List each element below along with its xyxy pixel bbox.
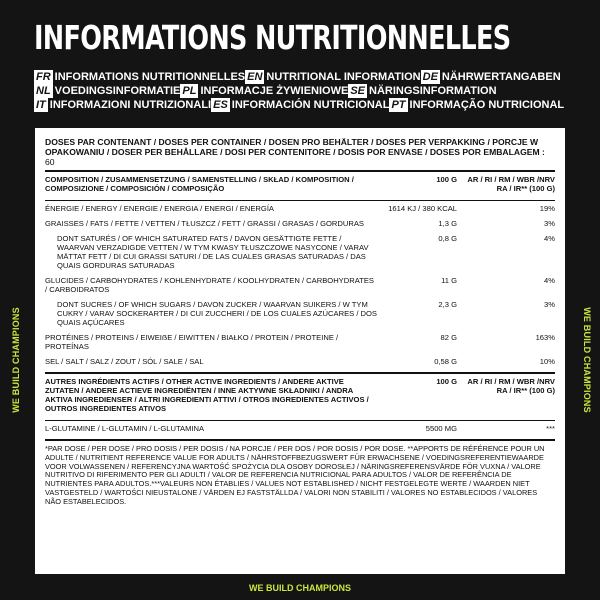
- side-tagline-right: WE BUILD CHAMPIONS: [582, 307, 592, 413]
- table-row: [45, 300, 555, 327]
- nutrient-per-100g: 11 G: [441, 276, 457, 285]
- nutrient-per-100g: 2,3 G: [438, 300, 457, 309]
- composition-label: COMPOSITION / ZUSAMMENSETZUNG / SAMENSTELLING / SKŁAD / KOMPOSITION / COMPOSIZIONE / COMPOSICIÓN / COMPOSIÇÃO: [45, 175, 354, 193]
- language-label: NUTRITIONAL INFORMATION: [266, 71, 421, 83]
- language-code-badge: ES: [213, 99, 228, 111]
- nutrient-name: GRAISSES / FATS / FETTE / VETTEN / TŁUSZCZ / FETT / GRASSI / GRASAS / GORDURAS: [45, 219, 364, 228]
- servings-per-container: [45, 137, 555, 167]
- row-spacer: [45, 366, 555, 369]
- language-code-badge: IT: [36, 99, 46, 111]
- language-line: [34, 70, 574, 84]
- side-tagline-left: WE BUILD CHAMPIONS: [11, 307, 21, 413]
- language-line: [34, 84, 574, 98]
- nutrient-per-100g: 1614 KJ / 380 KCAL: [388, 204, 457, 213]
- language-list: [34, 70, 574, 112]
- table-row: [45, 219, 555, 228]
- nutrient-reference-intake: 4%: [544, 276, 555, 285]
- nutrient-name: DONT SATURÉS / OF WHICH SATURATED FATS / DAVON GESÄTTIGTE FETTE / WAARVAN VERZADIGDE VETTEN / W TYM KWASY TŁUSZCZOWE NASYCONE / VARAV MÄTTAT FETT / DI CUI GRASSI SATURI / DE LAS CUALES GRASAS SATURADAS / DAS QUAIS GORDURAS SATURADAS: [57, 234, 369, 270]
- language-label: VOEDINGSINFORMATIE: [54, 85, 181, 97]
- table-row: [45, 234, 555, 270]
- nutrient-per-100g: 82 G: [440, 333, 457, 342]
- language-code-badge: EN: [247, 71, 263, 83]
- nutrient-reference-intake: 10%: [539, 357, 555, 366]
- column-header-reference-intake: AR / RI / RM / WBR /NRV RA / IR** (100 G): [467, 377, 555, 395]
- language-label: INFORMACJE ŻYWIENIOWE: [200, 85, 349, 97]
- language-label: INFORMAÇÃO NUTRICIONAL: [409, 99, 565, 111]
- row-spacer: [45, 433, 555, 436]
- table-row: [45, 276, 555, 294]
- ingredient-per-100g: 5500 MG: [425, 424, 457, 433]
- nutrient-name: ÉNERGIE / ENERGY / ENERGIE / ENERGIA / ENERGI / ENERGÍA: [45, 204, 274, 213]
- nutrient-rows: [45, 201, 555, 369]
- active-ingredients-label: AUTRES INGRÉDIENTS ACTIFS / OTHER ACTIVE INGREDIENTS / ANDERE AKTIVE ZUTATEN / ANDERE ACTIEVE INGREDIËNTEN / INNE AKTYWNE SKŁADNIKI / ANDRA AKTIVA INGREDIENSER / ALTRI INGREDIENTI ATTIVI / OTROS INGREDIENTES ACTIVOS / OUTROS INGREDIENTES ATIVOS: [45, 377, 369, 413]
- column-header-reference-intake: AR / RI / RM / WBR /NRV RA / IR** (100 G): [467, 175, 555, 193]
- table-row: [45, 204, 555, 213]
- language-line: [34, 98, 574, 112]
- nutrient-reference-intake: 163%: [535, 333, 555, 342]
- language-label: INFORMACIÓN NUTRICIONAL: [231, 99, 390, 111]
- language-code-badge: PL: [182, 85, 197, 97]
- language-code-badge: PT: [391, 99, 406, 111]
- language-code-badge: DE: [422, 71, 438, 83]
- language-code-badge: SE: [350, 85, 366, 97]
- nutrient-name: SEL / SALT / SALZ / ZOUT / SÓL / SALE / SAL: [45, 357, 204, 366]
- nutrient-reference-intake: 3%: [544, 219, 555, 228]
- servings-value: 60: [45, 157, 55, 167]
- language-label: INFORMATIONS NUTRITIONNELLES: [54, 71, 246, 83]
- ingredient-reference-intake: ***: [546, 424, 555, 433]
- servings-label: DOSES PAR CONTENANT / DOSES PER CONTAINER / DOSEN PRO BEHÄLTER / DOSES PER VERPAKKING / PORCJE W OPAKOWANIU / DOSER PER BEHÅLLARE / DOSI PER CONTENITORE / DOSIS POR ENVASE / DOSES POR EMBALAGEM :: [45, 137, 545, 157]
- table-row: [45, 333, 555, 351]
- composition-header: [45, 172, 555, 197]
- language-code-badge: FR: [36, 71, 51, 83]
- ingredient-name: L-GLUTAMINE / L-GLUTAMIN / L-GLUTAMINA: [45, 424, 205, 433]
- column-header-per-100g: 100 G: [436, 175, 457, 184]
- nutrient-per-100g: 1,3 G: [438, 219, 457, 228]
- active-ingredients-header: [45, 374, 555, 417]
- table-row: [45, 357, 555, 366]
- language-label: INFORMAZIONI NUTRIZIONALI: [49, 99, 212, 111]
- nutrient-reference-intake: 4%: [544, 234, 555, 243]
- nutrient-name: PROTÉINES / PROTEINS / EIWEIẞE / EIWITTEN / BIAŁKO / PROTEIN / PROTEINE / PROTEÍNAS: [45, 333, 339, 351]
- page-title: INFORMATIONS NUTRITIONNELLES: [34, 18, 511, 57]
- bottom-tagline: WE BUILD CHAMPIONS: [249, 583, 351, 593]
- language-label: NÄRINGSINFORMATION: [369, 85, 497, 97]
- nutrient-reference-intake: 3%: [544, 300, 555, 309]
- nutrient-name: DONT SUCRES / OF WHICH SUGARS / DAVON ZUCKER / WAARVAN SUIKERS / W TYM CUKRY / VARAV SOCKERARTER / DI CUI ZUCCHERI / DE LOS CUALES AZÚCARES / DOS QUAIS AÇÚCARES: [57, 300, 377, 327]
- column-header-per-100g: 100 G: [436, 377, 457, 386]
- active-ingredient-rows: [45, 421, 555, 436]
- nutrient-per-100g: 0,58 G: [434, 357, 457, 366]
- table-row: [45, 424, 555, 433]
- nutrient-name: GLUCIDES / CARBOHYDRATES / KOHLENHYDRATE / KOOLHYDRATEN / CARBOHYDRATES / CARBOIDRATOS: [45, 276, 374, 294]
- nutrient-reference-intake: 19%: [539, 204, 555, 213]
- language-code-badge: NL: [36, 85, 51, 97]
- language-label: NÄHRWERTANGABEN: [441, 71, 561, 83]
- nutrition-table: [35, 128, 565, 574]
- footnote: *PAR DOSE / PER DOSE / PRO DOSIS / PER DOSIS / NA PORCJE / PER DOS / POR DOSIS / POR DOSE. **APPORTS DE RÉFÉRENCE POUR UN ADULTE / NUTRITIENT REFERENCE VALUE FOR ADULTS / NÄHRSTOFFBEZUGSWERT FÜR ERWACHSENE / VOEDINGSREFERENTIEWAARDE VOOR VOLWASSENEN / REFERENCYJNA WARTOŚĆ SPOŻYCIA DLA OSOBY DOROSŁEJ / NÄRINGSREFERENSVÄRDE FÖR VUXNA / VALORE NUTRITIVO DI RIFERIMENTO PER GLI ADULTI / VALOR DE REFERENCIA NUTRICIONAL PARA ADULTOS / VALOR DE REFERÊNCIA DE NUTRIENTES PARA ADULTOS.***VALEURS NON ÉTABLIES / VALUES NOT ESTABLISHED / NICHT FESTGELEGTE WERTE / WAARDEN NIET VASTGESTELD / WARTOŚCI NIEUSTALONE / VÄRDEN EJ FASTSTÄLLDA / VALORI NON STABILITI / VALORES NO ESTABLECIDOS / VALORES NÃO ESTABELECIDOS.: [45, 444, 545, 506]
- nutrient-per-100g: 0,8 G: [438, 234, 457, 243]
